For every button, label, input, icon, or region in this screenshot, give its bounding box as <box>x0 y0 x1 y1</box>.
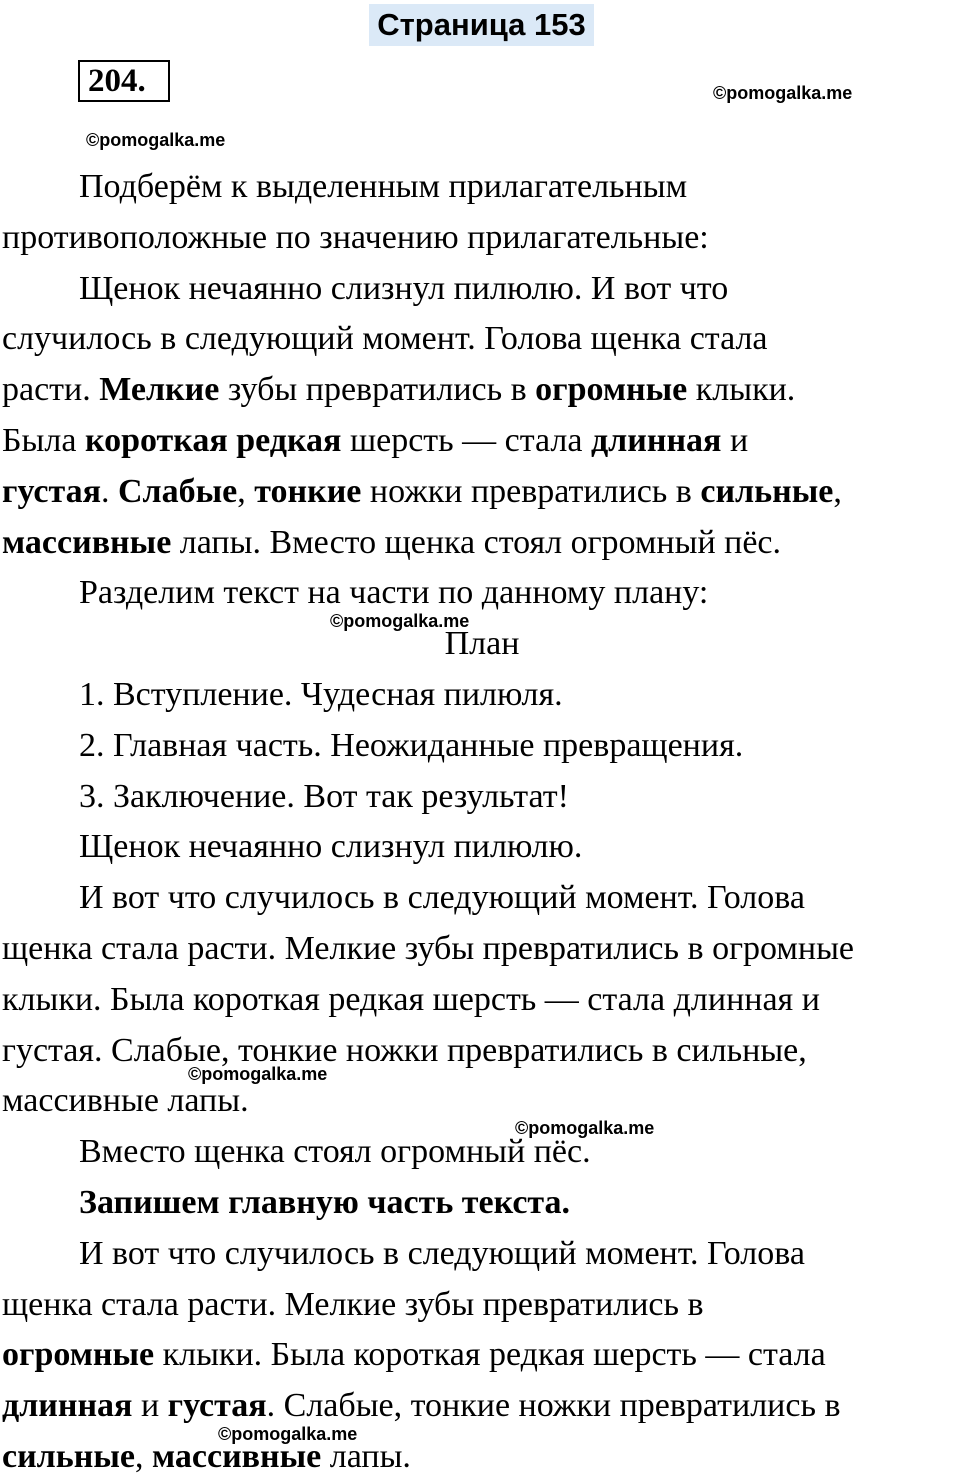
task-number: 204 <box>88 63 138 99</box>
watermark: ©pomogalka.me <box>188 1064 328 1084</box>
text-span: расти. <box>2 371 100 409</box>
text-span: , <box>237 472 255 510</box>
bold-word: Мелкие <box>99 371 220 409</box>
page-title: Страница 153 <box>369 4 594 46</box>
paragraph: И вот что случилось в следующий момент. Голова <box>79 879 805 917</box>
paragraph <box>2 467 960 518</box>
paragraph: густая. Слабые, тонкие ножки превратились в сильные, <box>2 1031 807 1069</box>
text-span: ножки превратились в <box>361 472 701 510</box>
paragraph: противоположные по значению прилагательные: <box>2 218 709 256</box>
plan-item: 3. Заключение. Вот так результат! <box>79 777 569 815</box>
watermark: ©pomogalka.me <box>218 1424 358 1444</box>
text-span: клыки. Была короткая редкая шерсть — стала <box>154 1336 826 1374</box>
paragraph: щенка стала расти. Мелкие зубы превратились в огромные <box>2 929 855 967</box>
paragraph <box>2 1432 960 1483</box>
paragraph: Разделим текст на части по данному плану: <box>79 574 709 612</box>
paragraph <box>2 1381 960 1432</box>
paragraph <box>2 416 960 467</box>
text-span: и <box>132 1387 168 1425</box>
paragraph: Подберём к выделенным прилагательным <box>79 168 688 205</box>
bold-word: сильные <box>700 472 834 510</box>
section-heading <box>2 1178 960 1229</box>
text-span: и <box>721 421 749 459</box>
paragraph: клыки. Была короткая редкая шерсть — стала длинная и <box>2 980 820 1018</box>
task-number-dot: . <box>137 63 146 99</box>
bold-word: густая <box>2 472 101 510</box>
text-span: . <box>101 472 118 510</box>
plan-item: 2. Главная часть. Неожиданные превращения. <box>79 726 744 764</box>
paragraph: щенка стала расти. Мелкие зубы превратились в <box>2 1285 704 1323</box>
bold-word: Слабые <box>118 472 238 510</box>
bold-word: сильные <box>2 1437 135 1475</box>
text-span: лапы. Вместо щенка стоял огромный пёс. <box>171 523 782 561</box>
paragraph: массивные лапы. <box>2 1082 249 1120</box>
bold-word: длинная <box>590 421 722 459</box>
text-span: Была <box>2 421 85 459</box>
text-span: клыки. <box>687 371 796 409</box>
bold-word: массивные <box>151 1437 322 1475</box>
paragraph: Вместо щенка стоял огромный пёс. <box>79 1133 591 1171</box>
text-span: лапы. <box>321 1437 411 1475</box>
bold-word: огромные <box>535 371 688 409</box>
bold-heading: Запишем главную часть текста. <box>79 1183 571 1221</box>
paragraph: И вот что случилось в следующий момент. Голова <box>79 1234 805 1272</box>
document-body <box>2 162 960 1483</box>
text-span: , <box>833 472 842 510</box>
text-span: зубы превратились в <box>219 371 536 409</box>
bold-word: тонкие <box>254 472 362 510</box>
watermark: ©pomogalka.me <box>86 130 226 150</box>
text-span: , <box>134 1437 152 1475</box>
watermark: ©pomogalka.me <box>713 83 853 103</box>
paragraph <box>2 518 960 569</box>
paragraph: случилось в следующий момент. Голова щенка стала <box>2 320 768 358</box>
text-span: . Слабые, тонкие ножки превратились в <box>266 1387 841 1425</box>
paragraph: Щенок нечаянно слизнул пилюлю. <box>79 828 583 866</box>
bold-word: короткая редкая <box>84 421 342 459</box>
task-number-box <box>78 60 170 102</box>
watermark: ©pomogalka.me <box>515 1118 655 1138</box>
plan-title: План <box>444 625 520 663</box>
bold-word: огромные <box>2 1336 155 1374</box>
watermark: ©pomogalka.me <box>330 611 470 631</box>
bold-word: массивные <box>2 523 172 561</box>
text-span: шерсть — стала <box>341 421 591 459</box>
plan-item: 1. Вступление. Чудесная пилюля. <box>79 675 563 713</box>
paragraph: Щенок нечаянно слизнул пилюлю. И вот что <box>79 269 729 307</box>
bold-word: длинная <box>2 1387 133 1425</box>
paragraph <box>2 365 960 416</box>
paragraph <box>2 1330 960 1381</box>
bold-word: густая <box>167 1387 267 1425</box>
